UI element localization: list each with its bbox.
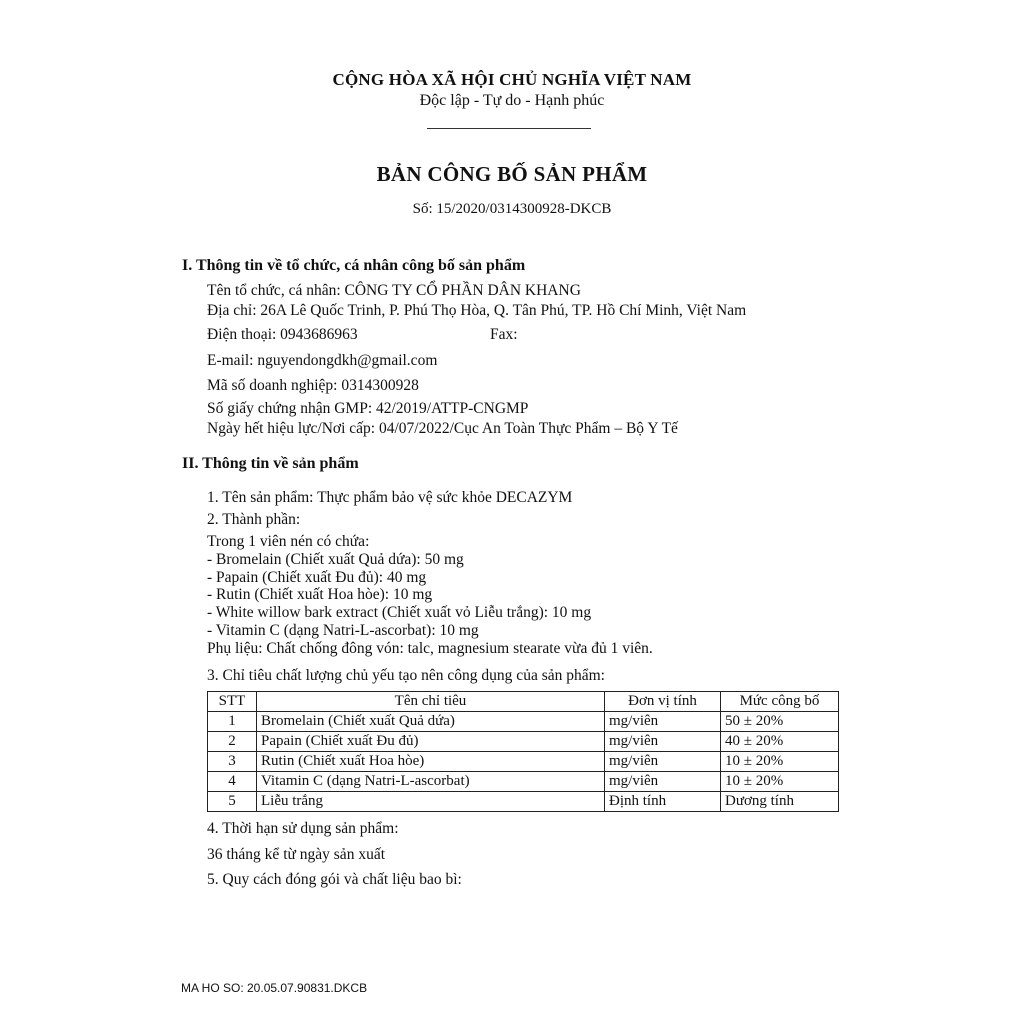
cell-unit: mg/viên (605, 712, 721, 732)
ingredient-line: - Vitamin C (dạng Natri-L-ascorbat): 10 mg (207, 622, 479, 639)
ingredient-line: - Papain (Chiết xuất Đu đủ): 40 mg (207, 569, 427, 586)
org-name: Tên tổ chức, cá nhân: CÔNG TY CỔ PHẦN DÂN KHANG (207, 282, 581, 299)
cell-name: Vitamin C (dạng Natri-L-ascorbat) (257, 772, 605, 792)
col-header-declared-level: Mức công bố (721, 692, 839, 712)
quality-spec-table (207, 691, 839, 812)
table-row (208, 792, 839, 812)
business-code: Mã số doanh nghiệp: 0314300928 (207, 377, 419, 394)
cell-unit: mg/viên (605, 732, 721, 752)
col-header-stt: STT (208, 692, 257, 712)
validity-issuer: Ngày hết hiệu lực/Nơi cấp: 04/07/2022/Cục An Toàn Thực Phẩm – Bộ Y Tế (207, 420, 678, 437)
composition-label: 2. Thành phần: (207, 511, 301, 528)
ingredient-line: - Bromelain (Chiết xuất Quả dứa): 50 mg (207, 551, 464, 568)
org-phone: Điện thoại: 0943686963 (207, 326, 358, 343)
cell-stt: 4 (208, 772, 257, 792)
cell-level: 40 ± 20% (721, 732, 839, 752)
excipients-line: Phụ liệu: Chất chống đông vón: talc, magnesium stearate vừa đủ 1 viên. (207, 640, 653, 657)
national-motto: Độc lập - Tự do - Hạnh phúc (419, 92, 605, 109)
cell-level: Dương tính (721, 792, 839, 812)
cell-stt: 1 (208, 712, 257, 732)
cell-level: 10 ± 20% (721, 752, 839, 772)
cell-level: 10 ± 20% (721, 772, 839, 792)
cell-unit: Định tính (605, 792, 721, 812)
table-row (208, 712, 839, 732)
cell-stt: 5 (208, 792, 257, 812)
dossier-code: MA HO SO: 20.05.07.90831.DKCB (181, 981, 368, 995)
cell-name: Papain (Chiết xuất Đu đủ) (257, 732, 605, 752)
header-divider (427, 128, 591, 129)
cell-name: Liễu trắng (257, 792, 605, 812)
col-header-unit: Đơn vị tính (605, 692, 721, 712)
cell-unit: mg/viên (605, 772, 721, 792)
table-row (208, 732, 839, 752)
table-row (208, 752, 839, 772)
shelf-life-value: 36 tháng kể từ ngày sản xuất (207, 846, 386, 863)
cell-unit: mg/viên (605, 752, 721, 772)
document-number: Số: 15/2020/0314300928-DKCB (412, 201, 612, 217)
org-address: Địa chỉ: 26A Lê Quốc Trinh, P. Phú Thọ Hòa, Q. Tân Phú, TP. Hồ Chí Minh, Việt Nam (207, 302, 747, 319)
cell-level: 50 ± 20% (721, 712, 839, 732)
cell-name: Bromelain (Chiết xuất Quả dứa) (257, 712, 605, 732)
ingredient-line: - Rutin (Chiết xuất Hoa hòe): 10 mg (207, 586, 433, 603)
document-title: BẢN CÔNG BỐ SẢN PHẨM (376, 162, 648, 186)
org-email: E-mail: nguyendongdkh@gmail.com (207, 352, 438, 369)
packaging-label: 5. Quy cách đóng gói và chất liệu bao bì: (207, 871, 462, 888)
table-row (208, 772, 839, 792)
ingredient-line: - White willow bark extract (Chiết xuất vỏ Liễu trắng): 10 mg (207, 604, 592, 621)
section1-heading: I. Thông tin về tổ chức, cá nhân công bố sản phẩm (182, 257, 526, 274)
ingredient-line: Trong 1 viên nén có chứa: (207, 533, 370, 550)
cell-name: Rutin (Chiết xuất Hoa hòe) (257, 752, 605, 772)
national-header: CỘNG HÒA XÃ HỘI CHỦ NGHĨA VIỆT NAM (332, 70, 692, 89)
gmp-certificate: Số giấy chứng nhận GMP: 42/2019/ATTP-CNGMP (207, 400, 529, 417)
product-name: 1. Tên sản phẩm: Thực phẩm bảo vệ sức khỏe DECAZYM (207, 489, 573, 506)
quality-label: 3. Chỉ tiêu chất lượng chủ yếu tạo nên công dụng của sản phẩm: (207, 667, 605, 684)
shelf-life-label: 4. Thời hạn sử dụng sản phẩm: (207, 820, 399, 837)
table-header-row (208, 692, 839, 712)
cell-stt: 3 (208, 752, 257, 772)
section2-heading: II. Thông tin về sản phẩm (182, 455, 359, 472)
org-fax: Fax: (490, 326, 518, 343)
col-header-name: Tên chỉ tiêu (257, 692, 605, 712)
cell-stt: 2 (208, 732, 257, 752)
